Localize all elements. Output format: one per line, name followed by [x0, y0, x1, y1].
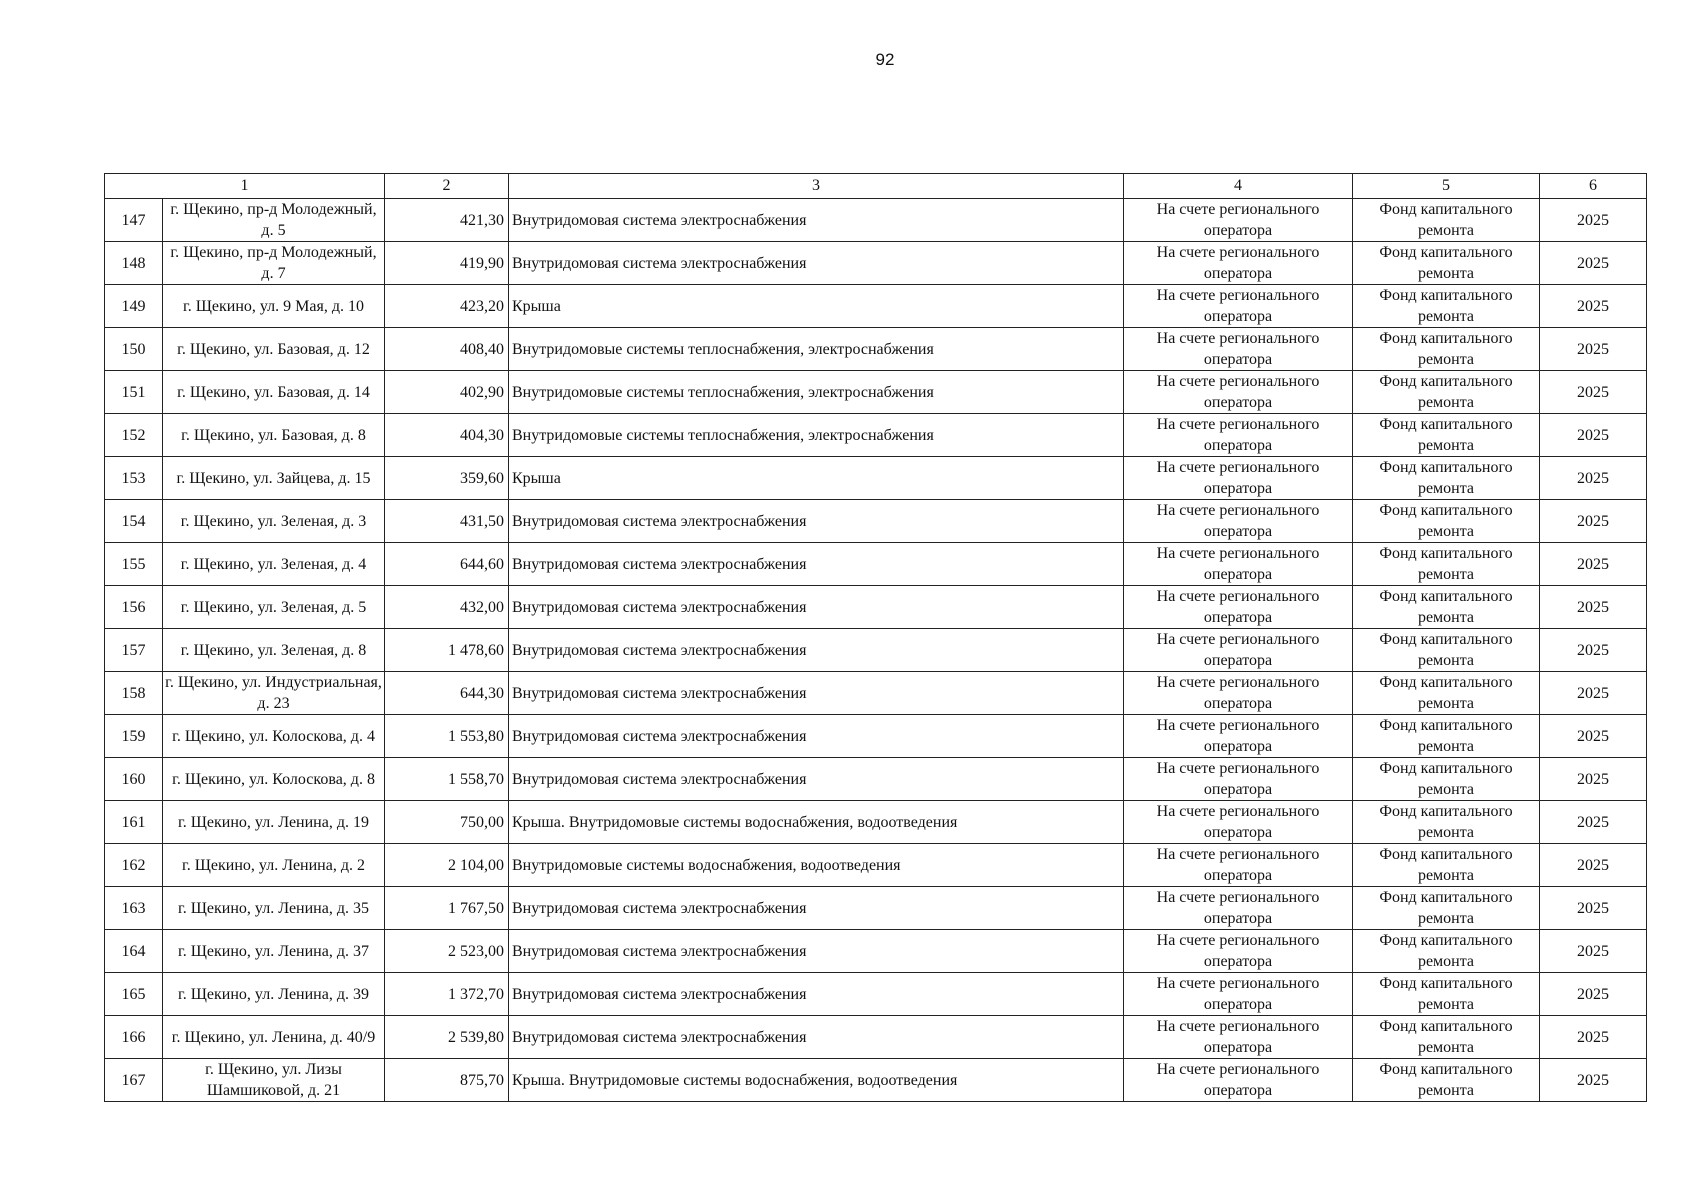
row-number: 164 [105, 930, 163, 973]
work-type: Внутридомовые системы теплоснабжения, электроснабжения [509, 371, 1124, 414]
fund-method: На счете регионального оператора [1124, 543, 1353, 586]
house-area: 875,70 [385, 1059, 509, 1102]
house-area: 750,00 [385, 801, 509, 844]
house-area: 1 553,80 [385, 715, 509, 758]
work-type: Внутридомовая система электроснабжения [509, 715, 1124, 758]
funding-source: Фонд капитального ремонта [1353, 930, 1540, 973]
table-row [105, 1059, 1647, 1102]
planned-year: 2025 [1540, 500, 1647, 543]
table-row [105, 844, 1647, 887]
header-col-6: 6 [1540, 174, 1647, 199]
fund-method: На счете регионального оператора [1124, 586, 1353, 629]
row-number: 167 [105, 1059, 163, 1102]
house-address: г. Щекино, ул. Зеленая, д. 4 [163, 543, 385, 586]
work-type: Крыша [509, 457, 1124, 500]
house-address: г. Щекино, ул. Ленина, д. 19 [163, 801, 385, 844]
row-number: 152 [105, 414, 163, 457]
house-area: 359,60 [385, 457, 509, 500]
funding-source: Фонд капитального ремонта [1353, 543, 1540, 586]
house-area: 419,90 [385, 242, 509, 285]
planned-year: 2025 [1540, 586, 1647, 629]
house-area: 1 478,60 [385, 629, 509, 672]
planned-year: 2025 [1540, 672, 1647, 715]
fund-method: На счете регионального оператора [1124, 1016, 1353, 1059]
table-row [105, 242, 1647, 285]
house-area: 423,20 [385, 285, 509, 328]
work-type: Внутридомовая система электроснабжения [509, 1016, 1124, 1059]
table-row [105, 586, 1647, 629]
funding-source: Фонд капитального ремонта [1353, 844, 1540, 887]
funding-source: Фонд капитального ремонта [1353, 715, 1540, 758]
work-type: Крыша [509, 285, 1124, 328]
house-area: 432,00 [385, 586, 509, 629]
funding-source: Фонд капитального ремонта [1353, 285, 1540, 328]
house-address: г. Щекино, пр-д Молодежный, д. 7 [163, 242, 385, 285]
funding-source: Фонд капитального ремонта [1353, 672, 1540, 715]
table-row [105, 672, 1647, 715]
row-number: 155 [105, 543, 163, 586]
table-row [105, 457, 1647, 500]
fund-method: На счете регионального оператора [1124, 414, 1353, 457]
table-header-row [105, 174, 1647, 199]
fund-method: На счете регионального оператора [1124, 672, 1353, 715]
funding-source: Фонд капитального ремонта [1353, 371, 1540, 414]
header-col-1: 1 [105, 174, 385, 199]
page-number: 92 [875, 50, 895, 69]
row-number: 148 [105, 242, 163, 285]
funding-source: Фонд капитального ремонта [1353, 629, 1540, 672]
house-address: г. Щекино, ул. Зайцева, д. 15 [163, 457, 385, 500]
row-number: 158 [105, 672, 163, 715]
funding-source: Фонд капитального ремонта [1353, 1059, 1540, 1102]
funding-source: Фонд капитального ремонта [1353, 801, 1540, 844]
funding-source: Фонд капитального ремонта [1353, 586, 1540, 629]
work-type: Крыша. Внутридомовые системы водоснабжения, водоотведения [509, 801, 1124, 844]
house-address: г. Щекино, ул. Базовая, д. 12 [163, 328, 385, 371]
funding-source: Фонд капитального ремонта [1353, 328, 1540, 371]
work-type: Внутридомовая система электроснабжения [509, 543, 1124, 586]
row-number: 149 [105, 285, 163, 328]
table-row [105, 414, 1647, 457]
house-address: г. Щекино, ул. Ленина, д. 37 [163, 930, 385, 973]
house-address: г. Щекино, ул. Зеленая, д. 3 [163, 500, 385, 543]
row-number: 160 [105, 758, 163, 801]
house-address: г. Щекино, ул. Лизы Шамшиковой, д. 21 [163, 1059, 385, 1102]
row-number: 150 [105, 328, 163, 371]
fund-method: На счете регионального оператора [1124, 715, 1353, 758]
row-number: 165 [105, 973, 163, 1016]
house-area: 644,60 [385, 543, 509, 586]
table-row [105, 973, 1647, 1016]
fund-method: На счете регионального оператора [1124, 629, 1353, 672]
planned-year: 2025 [1540, 887, 1647, 930]
table-row [105, 543, 1647, 586]
fund-method: На счете регионального оператора [1124, 801, 1353, 844]
house-address: г. Щекино, ул. Ленина, д. 2 [163, 844, 385, 887]
fund-method: На счете регионального оператора [1124, 242, 1353, 285]
row-number: 162 [105, 844, 163, 887]
funding-source: Фонд капитального ремонта [1353, 457, 1540, 500]
fund-method: На счете регионального оператора [1124, 328, 1353, 371]
fund-method: На счете регионального оператора [1124, 199, 1353, 242]
work-type: Внутридомовая система электроснабжения [509, 242, 1124, 285]
table-row [105, 371, 1647, 414]
house-address: г. Щекино, ул. 9 Мая, д. 10 [163, 285, 385, 328]
header-col-3: 3 [509, 174, 1124, 199]
planned-year: 2025 [1540, 328, 1647, 371]
row-number: 156 [105, 586, 163, 629]
funding-source: Фонд капитального ремонта [1353, 414, 1540, 457]
row-number: 163 [105, 887, 163, 930]
planned-year: 2025 [1540, 199, 1647, 242]
work-type: Внутридомовая система электроснабжения [509, 758, 1124, 801]
house-area: 1 558,70 [385, 758, 509, 801]
table-row [105, 930, 1647, 973]
house-area: 2 104,00 [385, 844, 509, 887]
house-area: 404,30 [385, 414, 509, 457]
table-row [105, 199, 1647, 242]
planned-year: 2025 [1540, 801, 1647, 844]
funding-source: Фонд капитального ремонта [1353, 199, 1540, 242]
row-number: 159 [105, 715, 163, 758]
work-type: Внутридомовая система электроснабжения [509, 973, 1124, 1016]
planned-year: 2025 [1540, 242, 1647, 285]
work-type: Внутридомовая система электроснабжения [509, 199, 1124, 242]
fund-method: На счете регионального оператора [1124, 285, 1353, 328]
planned-year: 2025 [1540, 414, 1647, 457]
planned-year: 2025 [1540, 844, 1647, 887]
work-type: Внутридомовая система электроснабжения [509, 930, 1124, 973]
table-row [105, 715, 1647, 758]
fund-method: На счете регионального оператора [1124, 457, 1353, 500]
house-address: г. Щекино, ул. Ленина, д. 35 [163, 887, 385, 930]
table-row [105, 887, 1647, 930]
row-number: 153 [105, 457, 163, 500]
house-address: г. Щекино, ул. Базовая, д. 8 [163, 414, 385, 457]
house-address: г. Щекино, ул. Зеленая, д. 8 [163, 629, 385, 672]
house-address: г. Щекино, ул. Индустриальная, д. 23 [163, 672, 385, 715]
funding-source: Фонд капитального ремонта [1353, 973, 1540, 1016]
row-number: 166 [105, 1016, 163, 1059]
register-table [104, 173, 1647, 1102]
work-type: Внутридомовая система электроснабжения [509, 887, 1124, 930]
work-type: Внутридомовая система электроснабжения [509, 629, 1124, 672]
house-address: г. Щекино, ул. Базовая, д. 14 [163, 371, 385, 414]
header-col-5: 5 [1353, 174, 1540, 199]
work-type: Внутридомовая система электроснабжения [509, 672, 1124, 715]
work-type: Внутридомовая система электроснабжения [509, 500, 1124, 543]
planned-year: 2025 [1540, 285, 1647, 328]
house-area: 1 372,70 [385, 973, 509, 1016]
work-type: Внутридомовая система электроснабжения [509, 586, 1124, 629]
fund-method: На счете регионального оператора [1124, 500, 1353, 543]
house-area: 402,90 [385, 371, 509, 414]
planned-year: 2025 [1540, 543, 1647, 586]
funding-source: Фонд капитального ремонта [1353, 887, 1540, 930]
header-col-4: 4 [1124, 174, 1353, 199]
row-number: 151 [105, 371, 163, 414]
planned-year: 2025 [1540, 457, 1647, 500]
house-area: 1 767,50 [385, 887, 509, 930]
funding-source: Фонд капитального ремонта [1353, 758, 1540, 801]
table-row [105, 500, 1647, 543]
header-col-2: 2 [385, 174, 509, 199]
funding-source: Фонд капитального ремонта [1353, 242, 1540, 285]
funding-source: Фонд капитального ремонта [1353, 1016, 1540, 1059]
planned-year: 2025 [1540, 1016, 1647, 1059]
fund-method: На счете регионального оператора [1124, 1059, 1353, 1102]
planned-year: 2025 [1540, 930, 1647, 973]
row-number: 147 [105, 199, 163, 242]
house-address: г. Щекино, ул. Зеленая, д. 5 [163, 586, 385, 629]
planned-year: 2025 [1540, 715, 1647, 758]
house-address: г. Щекино, ул. Ленина, д. 39 [163, 973, 385, 1016]
work-type: Внутридомовые системы теплоснабжения, электроснабжения [509, 328, 1124, 371]
house-area: 2 523,00 [385, 930, 509, 973]
house-area: 431,50 [385, 500, 509, 543]
planned-year: 2025 [1540, 758, 1647, 801]
house-area: 2 539,80 [385, 1016, 509, 1059]
fund-method: На счете регионального оператора [1124, 844, 1353, 887]
fund-method: На счете регионального оператора [1124, 973, 1353, 1016]
planned-year: 2025 [1540, 973, 1647, 1016]
planned-year: 2025 [1540, 629, 1647, 672]
house-address: г. Щекино, ул. Колоскова, д. 4 [163, 715, 385, 758]
fund-method: На счете регионального оператора [1124, 758, 1353, 801]
house-address: г. Щекино, пр-д Молодежный, д. 5 [163, 199, 385, 242]
table-row [105, 285, 1647, 328]
work-type: Внутридомовые системы водоснабжения, водоотведения [509, 844, 1124, 887]
work-type: Внутридомовые системы теплоснабжения, электроснабжения [509, 414, 1124, 457]
planned-year: 2025 [1540, 1059, 1647, 1102]
row-number: 154 [105, 500, 163, 543]
table-row [105, 758, 1647, 801]
house-area: 644,30 [385, 672, 509, 715]
house-address: г. Щекино, ул. Колоскова, д. 8 [163, 758, 385, 801]
house-area: 408,40 [385, 328, 509, 371]
row-number: 157 [105, 629, 163, 672]
row-number: 161 [105, 801, 163, 844]
work-type: Крыша. Внутридомовые системы водоснабжения, водоотведения [509, 1059, 1124, 1102]
house-area: 421,30 [385, 199, 509, 242]
fund-method: На счете регионального оператора [1124, 930, 1353, 973]
table-body [105, 174, 1647, 1102]
table-row [105, 801, 1647, 844]
fund-method: На счете регионального оператора [1124, 371, 1353, 414]
fund-method: На счете регионального оператора [1124, 887, 1353, 930]
planned-year: 2025 [1540, 371, 1647, 414]
table-row [105, 629, 1647, 672]
table-row [105, 1016, 1647, 1059]
funding-source: Фонд капитального ремонта [1353, 500, 1540, 543]
table-row [105, 328, 1647, 371]
house-address: г. Щекино, ул. Ленина, д. 40/9 [163, 1016, 385, 1059]
